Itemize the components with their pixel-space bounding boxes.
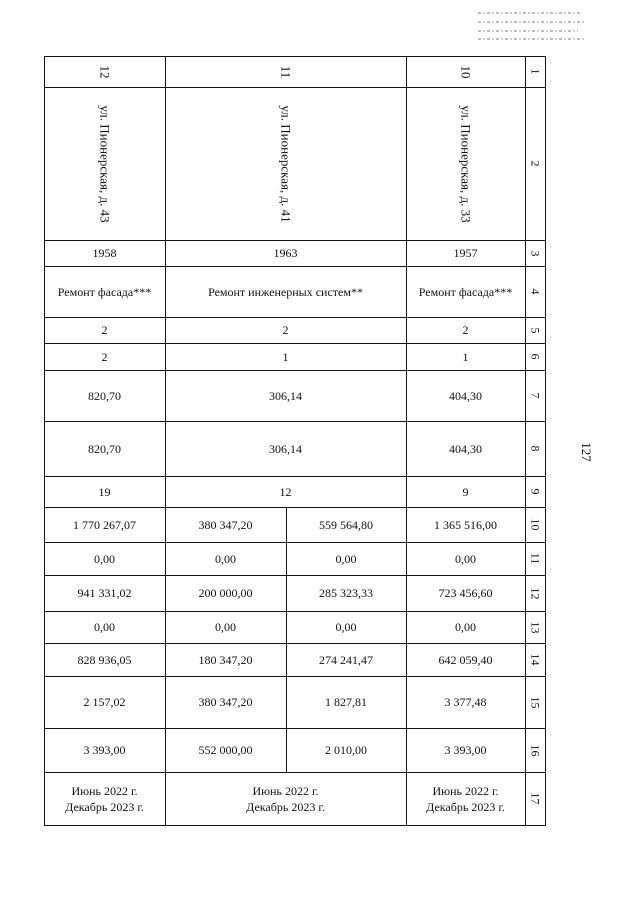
table-cell: 9 [462,484,469,499]
period-cell [165,772,406,825]
table-cell: 723 456,60 [438,586,493,600]
table-cell: 3 393,00 [444,743,487,757]
table-cell: 285 323,33 [319,586,373,600]
period-end: Декабрь 2023 г. [246,799,325,814]
row-number: 17 [528,792,543,805]
table-cell: 12 [279,484,292,499]
year-cell: 1963 [273,246,298,260]
year-cell: 1957 [453,246,478,260]
period-start: Июнь 2022 г. [71,783,138,798]
table-cell: 0,00 [215,551,236,566]
table-cell: 941 331,02 [77,586,132,600]
row-number: 2 [528,160,543,167]
period-end: Декабрь 2023 г. [65,799,144,814]
address-cell: ул. Пионерская, д. 33 [458,104,474,223]
row-number: 6 [528,353,543,360]
table-cell: 3 393,00 [83,743,126,757]
page-number: 127 [578,442,594,462]
period-start: Июнь 2022 г. [432,783,499,798]
table-cell: 180 347,20 [198,652,253,667]
stamp-mark [478,6,590,46]
table-cell: 828 936,05 [77,652,132,667]
period-end: Декабрь 2023 г. [426,799,505,814]
table-cell: 1 770 267,07 [73,517,136,532]
table-cell: 2 [462,323,469,337]
table-cell: 306,14 [269,388,302,403]
table-cell: 1 [462,349,469,364]
table-cell: 820,70 [88,388,121,403]
work-type-cell: Ремонт инженерных систем** [208,284,363,299]
table-cell: 380 347,20 [198,517,253,532]
row-number: 15 [528,696,543,708]
table-cell: 3 377,48 [444,695,487,709]
work-type-cell: Ремонт фасада*** [418,284,513,299]
table-cell: 2 010,00 [325,743,367,757]
table-cell: 820,70 [88,441,121,456]
table-cell: 1 [282,349,289,364]
table-cell: 380 347,20 [198,695,253,709]
table-cell: 0,00 [215,620,236,634]
table-cell: 200 000,00 [198,586,253,600]
column-number-12: 12 [97,65,113,78]
table-cell: 642 059,40 [438,652,493,667]
period-cell [406,772,525,825]
table-cell: 1 827,81 [325,695,367,709]
work-type-cell: Ремонт фасада*** [57,284,152,299]
row-number: 7 [528,392,543,399]
row-number: 11 [528,552,543,565]
period-start: Июнь 2022 г. [252,783,319,798]
row-number: 10 [528,518,543,531]
table-cell: 2 157,02 [83,695,126,709]
row-number: 13 [528,621,543,633]
column-number-11: 11 [278,65,294,78]
table-cell: 19 [98,484,111,499]
table-cell: 0,00 [335,551,357,566]
row-number: 16 [528,744,543,756]
row-number: 9 [528,488,543,495]
row-number: 4 [528,288,543,295]
table-cell: 2 [101,323,108,337]
row-number: 3 [528,250,543,256]
row-number: 5 [528,327,543,333]
row-number: 14 [528,653,543,666]
period-cell [44,772,165,825]
table-cell: 559 564,80 [319,517,373,532]
table-cell: 1 365 516,00 [434,517,497,532]
row-number: 8 [528,445,543,452]
column-number-10: 10 [458,65,474,78]
table-cell: 0,00 [455,620,476,634]
address-cell: ул. Пионерская, д. 43 [97,104,113,223]
table-cell: 552 000,00 [198,743,253,757]
data-table [44,56,546,826]
table-cell: 0,00 [94,551,115,566]
table-cell: 306,14 [269,441,302,456]
table-cell: 2 [101,349,108,364]
table-cell: 0,00 [94,620,115,634]
table-cell: 404,30 [449,441,482,456]
row-number: 1 [528,68,543,75]
table-cell: 274 241,47 [319,652,373,667]
table-cell: 2 [282,323,289,337]
year-cell: 1958 [92,246,117,260]
address-cell: ул. Пионерская, д. 41 [278,104,294,223]
table-cell: 404,30 [449,388,482,403]
table-cell: 0,00 [455,551,476,566]
row-number: 12 [528,587,543,599]
table-cell: 0,00 [335,620,357,634]
